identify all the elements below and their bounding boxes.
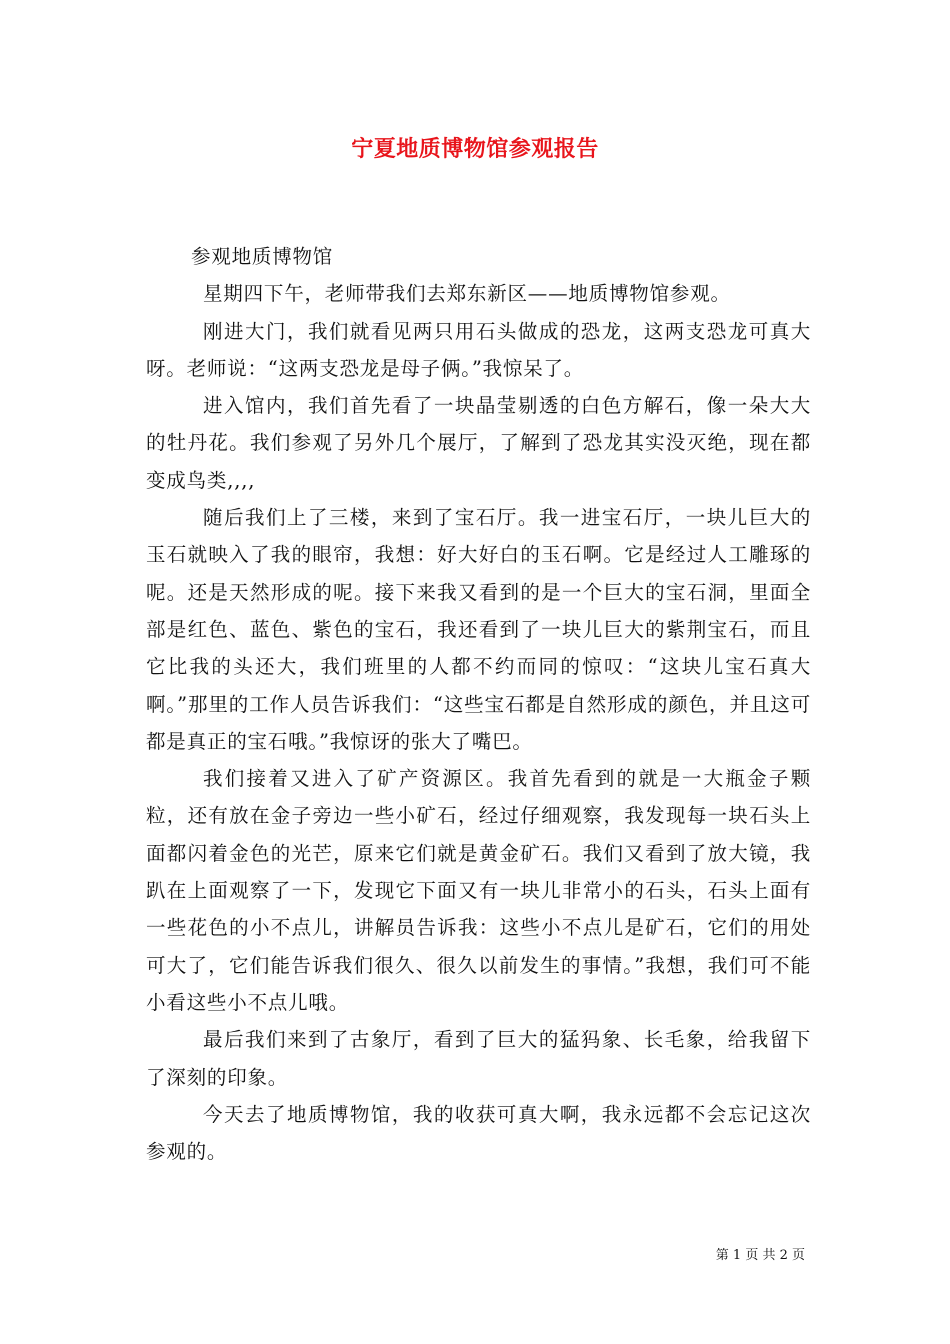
section-heading: 参观地质博物馆 xyxy=(191,245,334,268)
page-title: 宁夏地质博物馆参观报告 xyxy=(351,136,599,162)
paragraph-6: 最后我们来到了古象厅，看到了巨大的猛犸象、长毛象，给我留下了深刻的印象。 xyxy=(146,1028,811,1089)
paragraph-2: 刚进大门，我们就看见两只用石头做成的恐龙，这两支恐龙可真大呀。老师说：“这两支恐龙是母子俩。”我惊呆了。 xyxy=(146,319,811,380)
paragraph-5: 我们接着又进入了矿产资源区。我首先看到的就是一大瓶金子颗粒，还有放在金子旁边一些小矿石，经过仔细观察，我发现每一块石头上面都闪着金色的光芒，原来它们就是黄金矿石。我们又看到了放大镜，我趴在上面观察了一下，发现它下面又有一块儿非常小的石头，石头上面有一些花色的小不点儿，讲解员告诉我：这些小不点儿是矿石，它们的用处可大了，它们能告诉我们很久、很久以前发生的事情。”我想，我们可不能小看这些小不点儿哦。 xyxy=(146,767,811,1014)
paragraph-7: 今天去了地质博物馆，我的收获可真大啊，我永远都不会忘记这次参观的。 xyxy=(146,1102,811,1164)
paragraph-4: 随后我们上了三楼，来到了宝石厅。我一进宝石厅，一块儿巨大的玉石就映入了我的眼帘，我想：好大好白的玉石啊。它是经过人工雕琢的呢。还是天然形成的呢。接下来我又看到的是一个巨大的宝石洞，里面全部是红色、蓝色、紫色的宝石，我还看到了一块儿巨大的紫荆宝石，而且它比我的头还大，我们班里的人都不约而同的惊叹：“这块儿宝石真大啊。”那里的工作人员告诉我们：“这些宝石都是自然形成的颜色，并且这可都是真正的宝石哦。”我惊讶的张大了嘴巴。 xyxy=(146,506,811,753)
document-body xyxy=(146,238,811,1170)
page-number-footer: 第 1 页 共 2 页 xyxy=(715,1248,805,1263)
paragraph-1: 星期四下午，老师带我们去郑东新区——地质博物馆参观。 xyxy=(203,282,731,306)
paragraph-3: 进入馆内，我们首先看了一块晶莹剔透的白色方解石，像一朵大大的牡丹花。我们参观了另外几个展厅，了解到了恐龙其实没灭绝，现在都变成鸟类,,,, xyxy=(146,394,811,492)
